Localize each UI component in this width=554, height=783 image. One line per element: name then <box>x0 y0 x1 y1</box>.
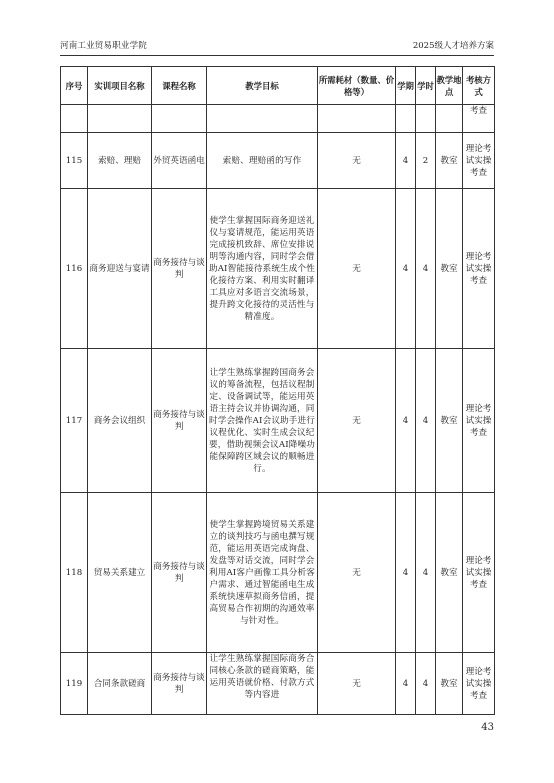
cell-assess: 理论考试实操考查 <box>463 493 495 653</box>
col-item: 实训项目名称 <box>88 67 152 105</box>
table-row <box>61 133 495 189</box>
cell-materials: 无 <box>318 133 396 189</box>
cell-item: 贸易关系建立 <box>88 493 152 653</box>
cell-materials: 无 <box>318 653 396 715</box>
cell-item: 合同条款磋商 <box>88 653 152 715</box>
col-seq: 序号 <box>61 67 88 105</box>
cell-seq: 118 <box>61 493 88 653</box>
cell-seq: 115 <box>61 133 88 189</box>
col-assess: 考核方式 <box>463 67 495 105</box>
cell-course: 商务接待与谈判 <box>152 189 207 349</box>
cell-place: 教室 <box>436 189 463 349</box>
col-materials: 所需耗材（数量、价格等） <box>318 67 396 105</box>
school-name: 河南工业贸易职业学院 <box>60 41 148 51</box>
cell-assess: 理论考试实操考查 <box>463 189 495 349</box>
col-course: 课程名称 <box>152 67 207 105</box>
cell-term: 4 <box>396 653 416 715</box>
training-table <box>60 66 495 715</box>
header-divider <box>60 55 494 56</box>
cell-place: 教室 <box>436 653 463 715</box>
cell-seq: 117 <box>61 349 88 493</box>
cell-place: 教室 <box>436 493 463 653</box>
cell-goal: 让学生熟练掌握跨国商务会议的筹备流程，包括议程制定、设备调试等，能运用英语主持会议并协调沟通，同时学会操作AI会议助手进行议程优化、实时生成会议纪要，借助视频会议AI降噪功能保障跨区域会议的顺畅进行。 <box>207 349 318 493</box>
cell-assess: 理论考试实操考查 <box>463 349 495 493</box>
cell-place: 教室 <box>436 349 463 493</box>
cell-goal: 使学生掌握跨境贸易关系建立的谈判技巧与函电撰写规范，能运用英语完成询盘、发盘等对话交流，同时学会利用AI客户画像工具分析客户需求、通过智能函电生成系统快速草拟商务信函，提高贸易合作初期的沟通效率与针对性。 <box>207 493 318 653</box>
table-row <box>61 349 495 493</box>
cell-course: 商务接待与谈判 <box>152 653 207 715</box>
table-row <box>61 493 495 653</box>
cell-hours: 2 <box>416 133 436 189</box>
cell-seq: 119 <box>61 653 88 715</box>
cell-term: 4 <box>396 189 416 349</box>
cell-item: 商务会议组织 <box>88 349 152 493</box>
cell-assess: 考查 <box>463 105 495 133</box>
cell-item: 索赔、理赔 <box>88 133 152 189</box>
cell-hours: 4 <box>416 493 436 653</box>
cell-goal: 让学生熟练掌握国际商务合同核心条款的磋商策略，能运用英语就价格、付款方式等内容进 <box>207 653 318 715</box>
col-term: 学期 <box>396 67 416 105</box>
cell-term: 4 <box>396 493 416 653</box>
cell-hours: 4 <box>416 349 436 493</box>
table-row <box>61 189 495 349</box>
cell-materials: 无 <box>318 493 396 653</box>
cell-course: 商务接待与谈判 <box>152 493 207 653</box>
cell-hours: 4 <box>416 653 436 715</box>
cell-assess: 理论考试实操考查 <box>463 133 495 189</box>
cell-term: 4 <box>396 349 416 493</box>
cell-course: 商务接待与谈判 <box>152 349 207 493</box>
cell-term: 4 <box>396 133 416 189</box>
col-goal: 教学目标 <box>207 67 318 105</box>
cell-goal: 使学生掌握国际商务迎送礼仪与宴请规范，能运用英语完成接机致辞、席位安排说明等沟通内容，同时学会借助AI智能接待系统生成个性化接待方案、利用实时翻译工具应对多语言交流场景，提升跨文化接待的灵活性与精准度。 <box>207 189 318 349</box>
cell-goal: 索赔、理赔函的写作 <box>207 133 318 189</box>
cell-materials: 无 <box>318 189 396 349</box>
cell-materials: 无 <box>318 349 396 493</box>
cell-assess: 理论考试实操考查 <box>463 653 495 715</box>
cell-item: 商务迎送与宴请 <box>88 189 152 349</box>
cell-hours: 4 <box>416 189 436 349</box>
table-row <box>61 653 495 715</box>
col-place: 教学地点 <box>436 67 463 105</box>
table-row-continued <box>61 105 495 133</box>
cell-course: 外贸英语函电 <box>152 133 207 189</box>
page-number: 43 <box>481 722 494 733</box>
plan-title: 2025级人才培养方案 <box>412 41 494 51</box>
cell-seq: 116 <box>61 189 88 349</box>
cell-place: 教室 <box>436 133 463 189</box>
col-hours: 学时 <box>416 67 436 105</box>
table-header-row <box>61 67 495 105</box>
